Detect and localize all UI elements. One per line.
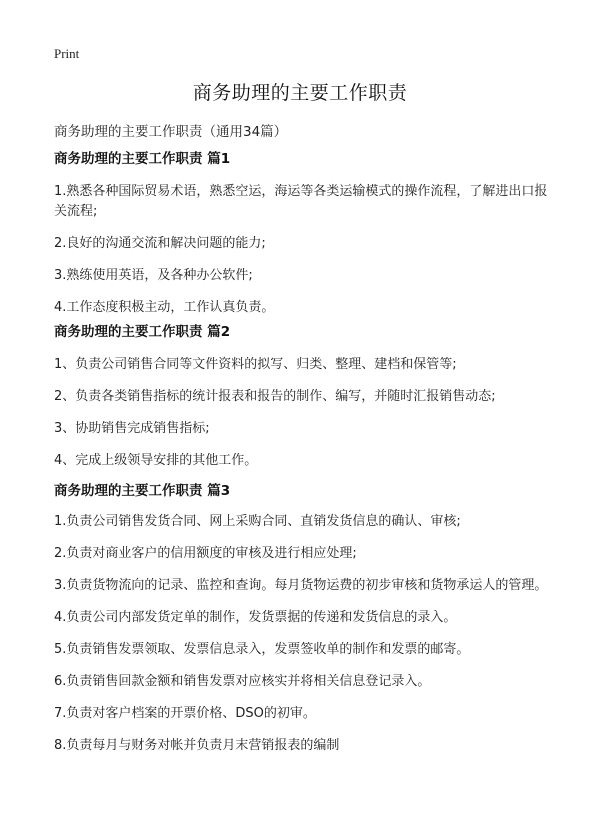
section-heading: 商务助理的主要工作职责 篇2 [54, 324, 231, 340]
list-item: 2.良好的沟通交流和解决问题的能力; [54, 236, 266, 251]
list-item: 8.负责每月与财务对帐并负责月末营销报表的编制 [54, 738, 340, 753]
list-item: 4.工作态度积极主动，工作认真负责。 [54, 300, 275, 315]
list-item: 1.熟悉各种国际贸易术语，熟悉空运，海运等各类运输模式的操作流程，了解进出口报关流程; [54, 184, 548, 219]
section-1 [54, 150, 554, 318]
list-item: 3.熟练使用英语，及各种办公软件; [54, 268, 253, 283]
list-item: 4、完成上级领导安排的其他工作。 [54, 453, 258, 468]
page-title: 商务助理的主要工作职责 [192, 82, 408, 104]
list-item: 5.负责销售发票领取、发票信息录入，发票签收单的制作和发票的邮寄。 [54, 642, 470, 657]
list-item: 4.负责公司内部发货定单的制作，发货票据的传递和发货信息的录入。 [54, 610, 457, 625]
list-item: 1、负责公司销售合同等文件资料的拟写、归类、整理、建档和保管等; [54, 357, 457, 372]
list-item: 1.负责公司销售发货合同、网上采购合同、直销发货信息的确认、审核; [54, 514, 461, 529]
list-item: 7.负责对客户档案的开票价格、DSO的初审。 [54, 706, 316, 721]
list-item: 3.负责货物流向的记录、监控和查询。每月货物运费的初步审核和货物承运人的管理。 [54, 578, 548, 593]
list-item: 3、协助销售完成销售指标; [54, 421, 210, 436]
list-item: 2.负责对商业客户的信用额度的审核及进行相应处理; [54, 546, 357, 561]
print-link[interactable]: Print [54, 46, 80, 61]
section-heading: 商务助理的主要工作职责 篇1 [54, 151, 231, 167]
document-subtitle: 商务助理的主要工作职责（通用34篇） [54, 124, 288, 140]
list-item: 6.负责销售回款金额和销售发票对应核实并将相关信息登记录入。 [54, 674, 431, 689]
section-3 [54, 482, 554, 756]
list-item: 2、负责各类销售指标的统计报表和报告的制作、编写，并随时汇报销售动态; [54, 389, 496, 404]
section-heading: 商务助理的主要工作职责 篇3 [54, 483, 231, 499]
section-2 [54, 323, 554, 471]
